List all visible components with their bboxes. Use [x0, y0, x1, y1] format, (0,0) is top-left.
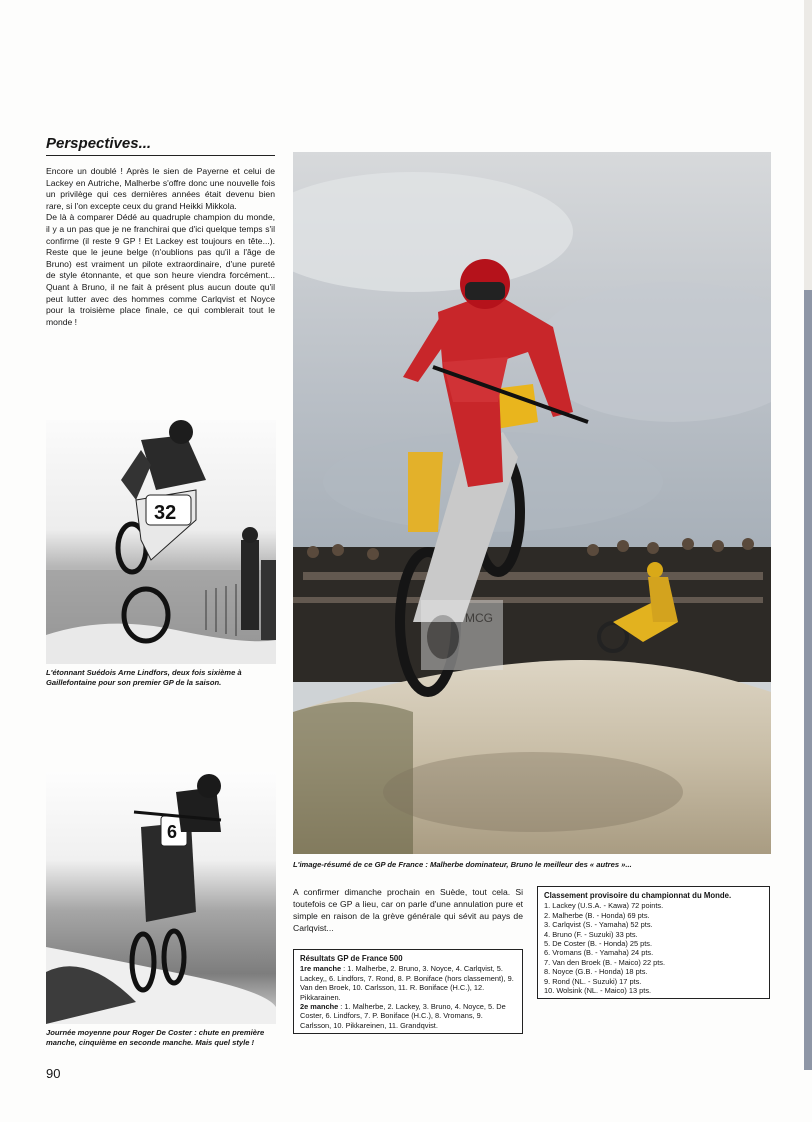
standings-entry: 7. Van den Broek (B. - Maico) 22 pts.: [544, 957, 666, 967]
standings-title: Classement provisoire du championnat du Monde.: [544, 891, 732, 900]
manche-1-label: 1re manche: [300, 964, 342, 974]
page-number: 90: [46, 1066, 61, 1081]
section-heading: Perspectives...: [46, 135, 275, 156]
intro-paragraph-2: De là à comparer Dédé au quadruple champion du monde, il y a un pas que je ne franchirai que d'ici quelque temps s'il confirme (il reste 9 GP ! Et Lackey est toujours en tête...). Reste que le jeune belge (n'oublions pas qu'il a l'âge de Bruno) est vraiment un pilote extraordinaire, d'une pureté de style étonnante, et que son heure viendra forcément... Quant à Bruno, il ne fait à présent plus aucun doute qu'il peut lutter avec des hommes comme Carlqvist et Noyce pour la troisième place finale, ce qui comblerait tout le monde !: [46, 212, 275, 327]
standings-entry: 6. Vromans (B. - Yamaha) 24 pts.: [544, 948, 654, 958]
standings-entry: 2. Malherbe (B. - Honda) 69 pts.: [544, 910, 650, 920]
intro-paragraph-1: Encore un doublé ! Après le sien de Payerne et celui de Lackey en Autriche, Malherbe s'offre donc une nouvelle fois un privilège qui ces dernières années était devenu bien rare, si l'on excepte ceux du grand Heikki Mikkola.: [46, 166, 275, 211]
photo-de-coster: [46, 772, 276, 1024]
svg-text:MCG: MCG: [465, 611, 493, 625]
standings-entry: 5. De Coster (B. - Honda) 25 pts.: [544, 939, 653, 949]
page-edge-binding: [804, 290, 812, 1070]
results-manche-2: [300, 1002, 516, 1030]
manche-1-text: : 1. Malherbe, 2. Bruno, 3. Noyce, 4. Carlqvist, 5. Lackey,, 6. Lindfors, 7. Rond, 8. P. Boniface (hors classement), 9. Van den Broek, 10. Carlsson, 11. R. Boniface (H.C.), 12. Pikkarainen.: [300, 964, 514, 1002]
rider-number-6: 6: [167, 822, 178, 842]
body-paragraph: A confirmer dimanche prochain en Suède, tout cela. Si toutefois ce GP a lieu, car on parle d'une annulation pure et simple en raison de la grève générale qui sévit au pays de Carlqvist...: [293, 887, 523, 933]
standings-box: [537, 886, 770, 999]
rider-number-32: 32: [154, 502, 177, 524]
manche-2-label: 2e manche: [300, 1002, 339, 1012]
caption-de-coster: Journée moyenne pour Roger De Coster : chute en première manche, cinquième en seconde manche. Mais quel style !: [46, 1028, 265, 1047]
manche-2-text: : 1. Malherbe, 2. Lackey, 3. Bruno, 4. Noyce, 5. De Coster, 6. Lindfors, 7. P. Boniface (H.C.), 8. Vromans, 9. Carlsson, 10. Pikkareinen, 11. Grandqvist.: [300, 1002, 506, 1030]
intro-text: [46, 166, 275, 328]
photo-lindfors: [46, 420, 276, 664]
results-title: Résultats GP de France 500: [300, 954, 403, 963]
standings-entry: 9. Rond (NL. - Suzuki) 17 pts.: [544, 976, 642, 986]
results-manche-1: [300, 964, 516, 1002]
caption-lindfors: L'étonnant Suédois Arne Lindfors, deux fois sixième à Gaillefontaine pour son premier GP de la saison.: [46, 668, 242, 687]
results-box: [293, 949, 523, 1034]
caption-main-photo: L'image-résumé de ce GP de France : Malherbe dominateur, Bruno le meilleur des « autres »...: [293, 860, 632, 869]
standings-entry: 1. Lackey (U.S.A. - Kawa) 72 points.: [544, 901, 664, 911]
standings-entry: 8. Noyce (G.B. - Honda) 18 pts.: [544, 967, 648, 977]
standings-entry: 3. Carlqvist (S. - Yamaha) 52 pts.: [544, 920, 653, 930]
photo-malherbe-main: [293, 152, 771, 854]
standings-entry: 4. Bruno (F. - Suzuki) 33 pts.: [544, 929, 638, 939]
page-edge-top: [804, 0, 812, 290]
standings-entry: 10. Wolsink (NL. - Maico) 13 pts.: [544, 986, 652, 996]
